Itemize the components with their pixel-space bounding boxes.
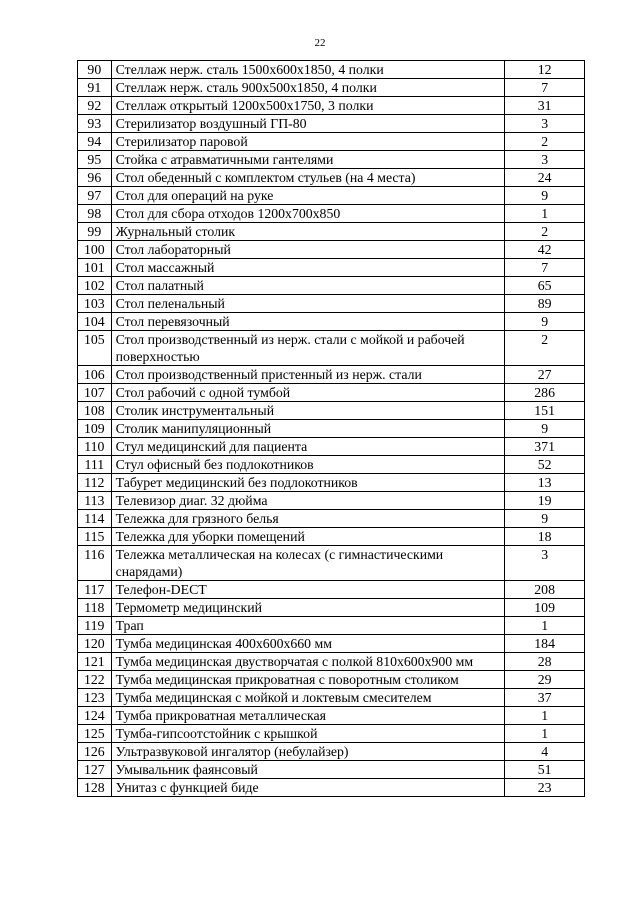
item-quantity: 3 [505, 115, 585, 133]
table-row [78, 510, 585, 528]
table-body [78, 61, 585, 797]
table-row [78, 259, 585, 277]
table-row [78, 671, 585, 689]
item-quantity: 28 [505, 653, 585, 671]
item-quantity: 13 [505, 474, 585, 492]
row-number: 121 [78, 653, 112, 671]
row-number: 108 [78, 402, 112, 420]
item-name: Тумба медицинская с мойкой и локтевым смесителем [111, 689, 505, 707]
item-quantity: 2 [505, 223, 585, 241]
table-row [78, 707, 585, 725]
item-quantity: 1 [505, 617, 585, 635]
item-name: Тумба прикроватная металлическая [111, 707, 505, 725]
item-name: Стол обеденный с комплектом стульев (на 4 места) [111, 169, 505, 187]
table-row [78, 725, 585, 743]
item-quantity: 3 [505, 151, 585, 169]
row-number: 100 [78, 241, 112, 259]
table-row [78, 546, 585, 581]
item-name: Тележка для грязного белья [111, 510, 505, 528]
item-name: Стол производственный из нерж. стали с мойкой и рабочей поверхностью [111, 331, 505, 366]
item-quantity: 286 [505, 384, 585, 402]
item-name: Тумба медицинская двустворчатая с полкой 810х600х900 мм [111, 653, 505, 671]
row-number: 106 [78, 366, 112, 384]
item-name: Стол палатный [111, 277, 505, 295]
item-name: Тумба медицинская 400х600х660 мм [111, 635, 505, 653]
item-name: Стеллаж открытый 1200х500х1750, 3 полки [111, 97, 505, 115]
row-number: 91 [78, 79, 112, 97]
row-number: 109 [78, 420, 112, 438]
item-quantity: 4 [505, 743, 585, 761]
item-name: Стол рабочий с одной тумбой [111, 384, 505, 402]
row-number: 119 [78, 617, 112, 635]
table-row [78, 599, 585, 617]
row-number: 111 [78, 456, 112, 474]
table-row [78, 456, 585, 474]
table-row [78, 779, 585, 797]
item-quantity: 1 [505, 725, 585, 743]
table-row [78, 115, 585, 133]
item-quantity: 31 [505, 97, 585, 115]
table-row [78, 313, 585, 331]
table-row [78, 492, 585, 510]
item-quantity: 18 [505, 528, 585, 546]
table-row [78, 151, 585, 169]
item-quantity: 109 [505, 599, 585, 617]
item-name: Унитаз с функцией биде [111, 779, 505, 797]
item-quantity: 208 [505, 581, 585, 599]
row-number: 105 [78, 331, 112, 366]
table-row [78, 223, 585, 241]
row-number: 113 [78, 492, 112, 510]
table-row [78, 528, 585, 546]
row-number: 125 [78, 725, 112, 743]
row-number: 104 [78, 313, 112, 331]
row-number: 124 [78, 707, 112, 725]
item-name: Термометр медицинский [111, 599, 505, 617]
item-quantity: 2 [505, 331, 585, 366]
item-name: Табурет медицинский без подлокотников [111, 474, 505, 492]
item-name: Стол перевязочный [111, 313, 505, 331]
item-quantity: 7 [505, 259, 585, 277]
item-quantity: 371 [505, 438, 585, 456]
item-quantity: 1 [505, 707, 585, 725]
row-number: 92 [78, 97, 112, 115]
item-quantity: 9 [505, 187, 585, 205]
item-name: Стул медицинский для пациента [111, 438, 505, 456]
row-number: 110 [78, 438, 112, 456]
row-number: 97 [78, 187, 112, 205]
row-number: 117 [78, 581, 112, 599]
table-row [78, 61, 585, 79]
item-name: Журнальный столик [111, 223, 505, 241]
table-row [78, 635, 585, 653]
item-name: Стол лабораторный [111, 241, 505, 259]
table-row [78, 689, 585, 707]
table-row [78, 402, 585, 420]
row-number: 95 [78, 151, 112, 169]
table-row [78, 474, 585, 492]
row-number: 107 [78, 384, 112, 402]
table-row [78, 241, 585, 259]
table-row [78, 761, 585, 779]
row-number: 101 [78, 259, 112, 277]
row-number: 99 [78, 223, 112, 241]
row-number: 115 [78, 528, 112, 546]
item-quantity: 1 [505, 205, 585, 223]
row-number: 112 [78, 474, 112, 492]
table-row [78, 384, 585, 402]
item-quantity: 9 [505, 420, 585, 438]
item-name: Столик инструментальный [111, 402, 505, 420]
item-quantity: 7 [505, 79, 585, 97]
item-quantity: 27 [505, 366, 585, 384]
table-row [78, 420, 585, 438]
item-quantity: 24 [505, 169, 585, 187]
row-number: 123 [78, 689, 112, 707]
table-row [78, 277, 585, 295]
table-row [78, 438, 585, 456]
item-quantity: 65 [505, 277, 585, 295]
item-name: Тумба-гипсоотстойник с крышкой [111, 725, 505, 743]
table-row [78, 617, 585, 635]
row-number: 126 [78, 743, 112, 761]
table-row [78, 133, 585, 151]
item-name: Стеллаж нерж. сталь 1500х600х1850, 4 полки [111, 61, 505, 79]
item-name: Трап [111, 617, 505, 635]
table-row [78, 295, 585, 313]
item-name: Ультразвуковой ингалятор (небулайзер) [111, 743, 505, 761]
table-row [78, 743, 585, 761]
item-name: Тумба медицинская прикроватная с поворотным столиком [111, 671, 505, 689]
item-quantity: 3 [505, 546, 585, 581]
item-quantity: 37 [505, 689, 585, 707]
table-row [78, 169, 585, 187]
row-number: 98 [78, 205, 112, 223]
item-name: Столик манипуляционный [111, 420, 505, 438]
row-number: 93 [78, 115, 112, 133]
item-name: Тележка металлическая на колесах (с гимнастическими снарядами) [111, 546, 505, 581]
row-number: 103 [78, 295, 112, 313]
item-name: Стул офисный без подлокотников [111, 456, 505, 474]
row-number: 90 [78, 61, 112, 79]
item-name: Стерилизатор паровой [111, 133, 505, 151]
table-row [78, 366, 585, 384]
item-quantity: 52 [505, 456, 585, 474]
item-name: Стойка с атравматичными гантелями [111, 151, 505, 169]
row-number: 102 [78, 277, 112, 295]
item-quantity: 9 [505, 510, 585, 528]
row-number: 122 [78, 671, 112, 689]
item-quantity: 184 [505, 635, 585, 653]
table-row [78, 97, 585, 115]
table-row [78, 581, 585, 599]
item-name: Стол пеленальный [111, 295, 505, 313]
item-name: Стол производственный пристенный из нерж. стали [111, 366, 505, 384]
item-quantity: 51 [505, 761, 585, 779]
table-row [78, 187, 585, 205]
row-number: 118 [78, 599, 112, 617]
row-number: 127 [78, 761, 112, 779]
equipment-table [77, 60, 585, 797]
item-name: Умывальник фаянсовый [111, 761, 505, 779]
item-quantity: 19 [505, 492, 585, 510]
item-name: Стерилизатор воздушный ГП-80 [111, 115, 505, 133]
row-number: 120 [78, 635, 112, 653]
table-row [78, 205, 585, 223]
item-name: Стол массажный [111, 259, 505, 277]
item-name: Стол для сбора отходов 1200х700х850 [111, 205, 505, 223]
item-name: Тележка для уборки помещений [111, 528, 505, 546]
row-number: 128 [78, 779, 112, 797]
item-name: Телефон-DECT [111, 581, 505, 599]
item-name: Стеллаж нерж. сталь 900х500х1850, 4 полки [111, 79, 505, 97]
row-number: 96 [78, 169, 112, 187]
page-number: 22 [314, 37, 326, 49]
row-number: 114 [78, 510, 112, 528]
row-number: 94 [78, 133, 112, 151]
table-row [78, 653, 585, 671]
item-name: Стол для операций на руке [111, 187, 505, 205]
table-row [78, 331, 585, 366]
item-quantity: 42 [505, 241, 585, 259]
row-number: 116 [78, 546, 112, 581]
item-quantity: 2 [505, 133, 585, 151]
item-quantity: 29 [505, 671, 585, 689]
item-name: Телевизор диаг. 32 дюйма [111, 492, 505, 510]
table-row [78, 79, 585, 97]
item-quantity: 12 [505, 61, 585, 79]
item-quantity: 9 [505, 313, 585, 331]
item-quantity: 89 [505, 295, 585, 313]
item-quantity: 151 [505, 402, 585, 420]
item-quantity: 23 [505, 779, 585, 797]
